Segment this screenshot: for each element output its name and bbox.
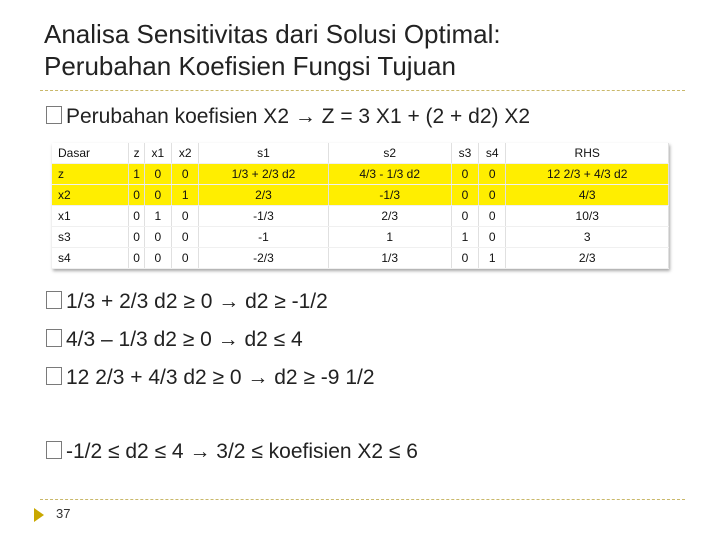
table-cell: 1 — [479, 248, 506, 269]
table-cell: 0 — [172, 227, 199, 248]
header-s3: s3 — [451, 143, 478, 164]
right-arrow-icon: → — [218, 290, 240, 313]
table-cell: 0 — [451, 185, 478, 206]
table-cell: -1/3 — [328, 185, 451, 206]
table-cell: 2/3 — [328, 206, 451, 227]
table-cell: 10/3 — [506, 206, 669, 227]
table-cell: 0 — [144, 185, 171, 206]
bullet-box-icon — [46, 367, 62, 385]
table-cell: x2 — [52, 185, 129, 206]
header-x2: x2 — [172, 143, 199, 164]
right-arrow-icon: → — [247, 366, 269, 389]
intro-text-before: Perubahan koefisien X2 — [66, 105, 295, 128]
table-row-x2 — [52, 185, 669, 206]
table-cell: 0 — [451, 164, 478, 185]
table-cell: 1 — [451, 227, 478, 248]
table-row-x1 — [52, 206, 669, 227]
top-divider — [40, 90, 685, 91]
bottom-divider — [40, 499, 685, 500]
table-cell: 1 — [129, 164, 144, 185]
condition-right: d2 ≥ -1/2 — [239, 290, 328, 313]
bullet-box-icon — [46, 291, 62, 309]
condition-right: d2 ≤ 4 — [238, 328, 303, 351]
table-cell: 0 — [144, 227, 171, 248]
table-cell: 0 — [479, 227, 506, 248]
table-cell: 0 — [172, 248, 199, 269]
intro-text-after: Z = 3 X1 + (2 + d2) X2 — [315, 105, 531, 128]
table-cell: 0 — [172, 206, 199, 227]
table-cell: 0 — [451, 248, 478, 269]
table-cell: 3 — [506, 227, 669, 248]
table-cell: s3 — [52, 227, 129, 248]
table-cell: 0 — [144, 248, 171, 269]
header-rhs: RHS — [506, 143, 669, 164]
condition-item-1 — [46, 289, 328, 315]
right-arrow-icon: → — [217, 328, 239, 351]
right-arrow-icon: → — [294, 105, 316, 128]
table-cell: 2/3 — [506, 248, 669, 269]
table-cell: 0 — [172, 164, 199, 185]
table-cell: 0 — [479, 206, 506, 227]
bullet-box-icon — [46, 329, 62, 347]
table-cell: 0 — [129, 206, 144, 227]
table-cell: -1 — [199, 227, 328, 248]
header-s1: s1 — [199, 143, 328, 164]
condition-item-3 — [46, 365, 375, 391]
table-cell: z — [52, 164, 129, 185]
title-line-2: Perubahan Koefisien Fungsi Tujuan — [44, 51, 456, 81]
table-cell: 4/3 — [506, 185, 669, 206]
table-cell: 0 — [129, 227, 144, 248]
bullet-box-icon — [46, 441, 62, 459]
table-cell: 1 — [172, 185, 199, 206]
table-cell: 2/3 — [199, 185, 328, 206]
conclusion-item — [46, 439, 418, 465]
header-dasar: Dasar — [52, 143, 129, 164]
slide-title — [44, 18, 684, 82]
footer-triangle-icon — [34, 508, 44, 522]
header-x1: x1 — [144, 143, 171, 164]
condition-right: d2 ≥ -9 1/2 — [268, 366, 375, 389]
table-cell: 4/3 - 1/3 d2 — [328, 164, 451, 185]
table-cell: -1/3 — [199, 206, 328, 227]
right-arrow-icon: → — [189, 440, 211, 463]
table-cell: 1 — [144, 206, 171, 227]
table-row-z — [52, 164, 669, 185]
table-cell: 1/3 — [328, 248, 451, 269]
table-row-s4 — [52, 248, 669, 269]
simplex-table — [52, 143, 669, 269]
table-cell: 0 — [129, 185, 144, 206]
table-cell: 12 2/3 + 4/3 d2 — [506, 164, 669, 185]
header-s2: s2 — [328, 143, 451, 164]
condition-left: 1/3 + 2/3 d2 ≥ 0 — [66, 290, 219, 313]
bullet-box-icon — [46, 106, 62, 124]
table-cell: s4 — [52, 248, 129, 269]
intro-bullet — [46, 104, 530, 130]
table-cell: 0 — [451, 206, 478, 227]
page-number: 37 — [56, 506, 71, 521]
table-header-row — [52, 143, 669, 164]
table-cell: -2/3 — [199, 248, 328, 269]
condition-left: 4/3 – 1/3 d2 ≥ 0 — [66, 328, 218, 351]
conclusion-right: 3/2 ≤ koefisien X2 ≤ 6 — [210, 440, 418, 463]
condition-item-2 — [46, 327, 303, 353]
table-cell: 0 — [129, 248, 144, 269]
table-cell: 1 — [328, 227, 451, 248]
conclusion-left: -1/2 ≤ d2 ≤ 4 — [66, 440, 190, 463]
title-line-1: Analisa Sensitivitas dari Solusi Optimal: — [44, 19, 501, 49]
header-s4: s4 — [479, 143, 506, 164]
header-z: z — [129, 143, 144, 164]
table-cell: 0 — [144, 164, 171, 185]
table-cell: x1 — [52, 206, 129, 227]
table-cell: 1/3 + 2/3 d2 — [199, 164, 328, 185]
table-cell: 0 — [479, 164, 506, 185]
table-cell: 0 — [479, 185, 506, 206]
table-row-s3 — [52, 227, 669, 248]
condition-left: 12 2/3 + 4/3 d2 ≥ 0 — [66, 366, 248, 389]
